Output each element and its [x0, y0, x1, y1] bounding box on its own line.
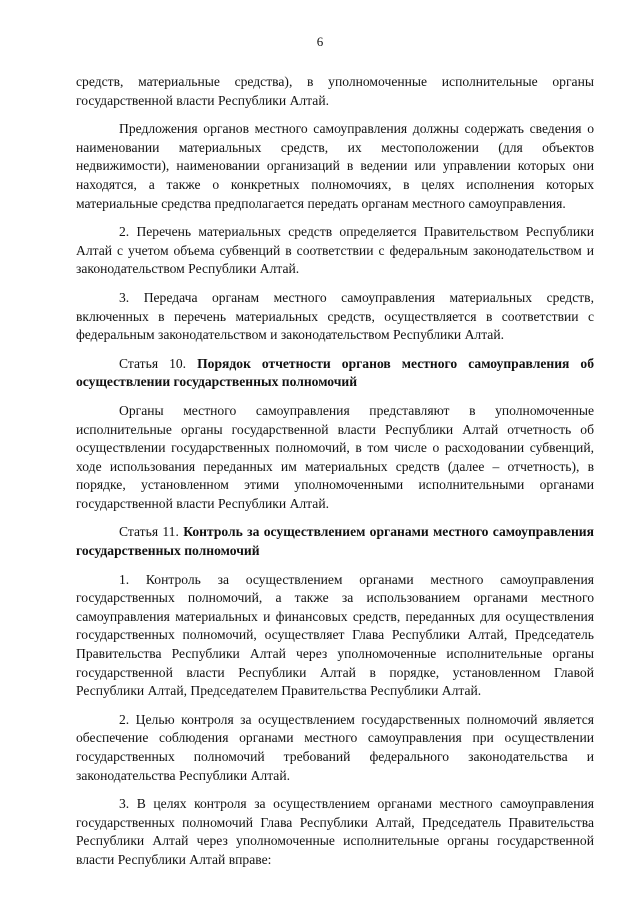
article-10-title: Порядок отчетности органов местного самоуправления об осуществлении государственных полномочий	[76, 355, 594, 390]
article-11-paragraph-2: 2. Целью контроля за осуществлением государственных полномочий является обеспечение соблюдения органами местного самоуправления при осуществлении государственных полномочий требований федерального законодательства и законодательства Республики Алтай.	[76, 711, 594, 783]
paragraph-proposals: Предложения органов местного самоуправления должны содержать сведения о наименовании материальных средств, их местоположении (для объектов недвижимости), наименовании организаций в ведении или управлении которых они находятся, а также о конкретных полномочиях, в целях исполнения которых материальные средства предполагается передать органам местного самоуправления.	[76, 121, 594, 211]
article-11-heading	[76, 523, 594, 560]
page-number: 6	[316, 34, 324, 49]
paragraph-item-2: 2. Перечень материальных средств определяется Правительством Республики Алтай с учетом объема субвенций в соответствии с федеральным законодательством и законодательством Республики Алтай.	[76, 224, 594, 277]
paragraph-item-3: 3. Передача органам местного самоуправления материальных средств, включенных в перечень материальных средств, осуществляется в соответствии с федеральным законодательством и законодательством Республики Алтай.	[76, 289, 594, 343]
document-body	[76, 73, 594, 880]
article-11-number: Статья 11.	[119, 524, 179, 540]
article-11-title: Контроль за осуществлением органами местного самоуправления государственных полномочий	[76, 524, 594, 559]
article-10-number: Статья 10.	[119, 355, 187, 371]
article-10-heading	[76, 355, 594, 392]
paragraph-continuation: средств, материальные средства), в уполномоченные исполнительные органы государственной власти Республики Алтай.	[76, 74, 594, 108]
article-10-paragraph: Органы местного самоуправления представляют в уполномоченные исполнительные органы государственной власти Республики Алтай отчетность об осуществлении государственных полномочий, в том числе о расходовании субвенций, ходе использования переданных им материальных средств (далее – отчетность), в порядке, установленном этими уполномоченными исполнительными органами государственной власти Республики Алтай.	[76, 402, 594, 511]
article-11-paragraph-1: 1. Контроль за осуществлением органами местного самоуправления государственных полномочий, а также за использованием органами местного самоуправления материальных и финансовых средств, переданных для осуществления государственных полномочий, осуществляет Глава Республики Алтай, Председатель Правительства Республики Алтай через уполномоченные исполнительные органы государственной власти Республики Алтай в порядке, установленном Главой Республики Алтай, Председателем Правительства Республики Алтай.	[76, 571, 594, 699]
article-11-paragraph-3: 3. В целях контроля за осуществлением органами местного самоуправления государственных полномочий Глава Республики Алтай, Председатель Правительства Республики Алтай через уполномоченные исполнительные органы государственной власти Республики Алтай вправе:	[76, 796, 594, 867]
